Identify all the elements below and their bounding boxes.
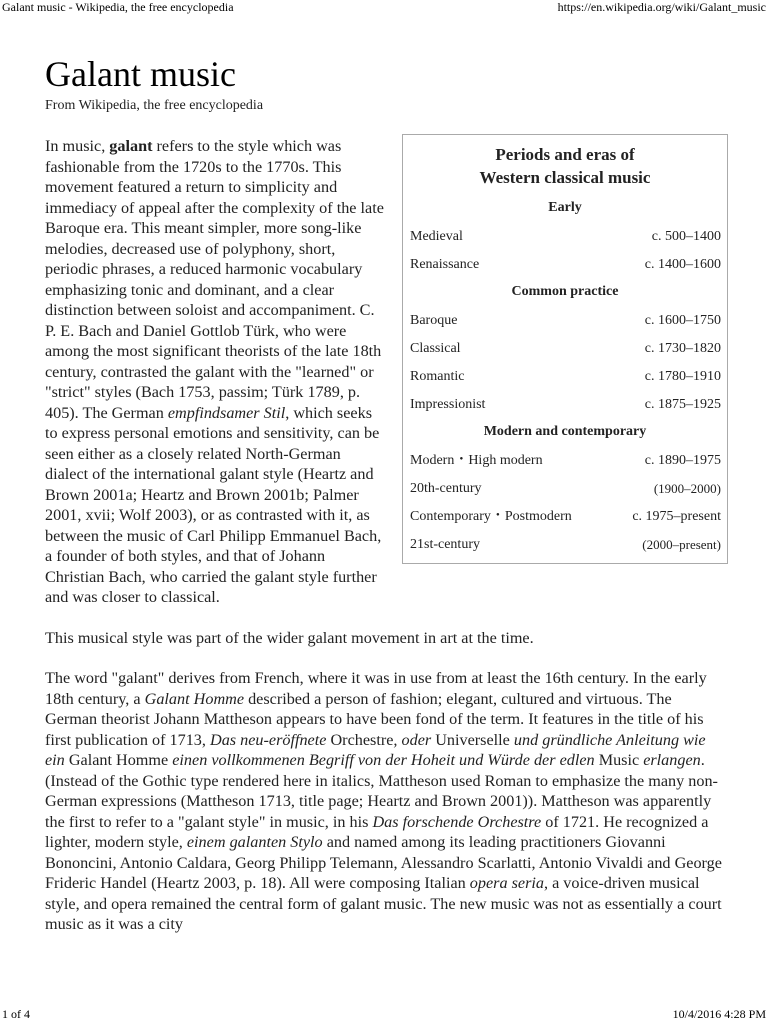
period-name-link[interactable]: Romantic <box>410 368 465 384</box>
infobox-row <box>409 391 721 419</box>
period-name-link[interactable]: Medieval <box>410 228 463 244</box>
text-run: Music <box>594 751 644 769</box>
text-run: Orchestre <box>326 730 394 749</box>
text-run: refers to the style which was fashionable from the 1720s to the 1770s. This movement featured a return to simplicity and immediacy of appeal after the complexity of the late Baroque era. This meant simpler, more song-like melodies, decreased use of polyphony, short, periodic phrases, a reduced harmonic vocabulary emphasizing tonic and dominant, and a clear distinction between soloist and accompaniment. C. P. E. Bach and Daniel Gottlob Türk, who were among the most significant theorists of the late 18th century, contrasted the galant with the "learned" or "strict" styles (Bach 1753, passim; Türk 1789, p. 405). The German <box>45 137 384 422</box>
period-name-link[interactable]: Renaissance <box>410 256 480 272</box>
period-dates: c. 500–1400 <box>651 228 721 244</box>
period-dates: c. 1730–1820 <box>644 340 721 356</box>
infobox-title[interactable] <box>409 143 721 189</box>
paragraph-etymology <box>45 668 725 935</box>
infobox-title-line1[interactable]: Periods and eras of <box>495 145 635 164</box>
text-run: erlangen <box>643 751 701 769</box>
period-dates: c. 1780–1910 <box>644 368 721 384</box>
period-dates: c. 1400–1600 <box>644 256 721 272</box>
text-run: Das neu-eröffnete <box>210 730 327 749</box>
period-name-link[interactable]: Impressionist <box>410 396 486 412</box>
period-name-link[interactable]: Classical <box>410 340 461 356</box>
text-run: This musical style was part of the wider galant movement in art at the time. <box>45 628 534 647</box>
print-header-url[interactable]: https://en.wikipedia.org/wiki/Galant_music <box>557 0 766 14</box>
text-run: einem galanten Stylo <box>186 833 323 851</box>
infobox-title-line2[interactable]: Western classical music <box>479 168 651 187</box>
text-run: The word "galant" derives from French, where it was in use from at least the 16th century. In the early 18th century, a <box>45 669 707 708</box>
article-body <box>45 136 725 935</box>
paragraph-movement <box>45 628 725 649</box>
infobox-row <box>409 447 721 475</box>
print-header <box>0 0 768 20</box>
text-run: , a voice-driven musical style, and opera remained the central form of galant music. The new music was not as essentially a court music as it was a city <box>45 874 722 933</box>
text-run: described a person of fashion; elegant, cultured and virtuous. The German theorist Johann Mattheson appears to have been fond of the term. It features in the title of his first publication of 1713, <box>45 689 704 749</box>
period-name-link[interactable]: Modern・High modern <box>410 452 543 468</box>
period-dates: c. 1600–1750 <box>644 312 721 328</box>
infobox-row <box>409 363 721 391</box>
period-name-link[interactable]: 20th-century <box>410 480 482 496</box>
period-dates: c. 1875–1925 <box>644 396 721 412</box>
period-dates: c. 1890–1975 <box>644 452 721 468</box>
infobox-row <box>409 531 721 559</box>
print-footer <box>0 1004 768 1024</box>
infobox-row <box>409 251 721 279</box>
infobox-group-heading: Early <box>548 200 582 215</box>
print-datetime: 10/4/2016 4:28 PM <box>672 1007 766 1021</box>
page-title: Galant music <box>45 54 236 94</box>
text-run: Universelle <box>431 730 514 749</box>
infobox-groups <box>409 197 721 559</box>
text-run: opera seria <box>469 874 544 892</box>
period-name-link[interactable]: Baroque <box>410 312 458 328</box>
period-name-link[interactable]: 21st-century <box>410 536 480 552</box>
text-run: einen vollkommenen Begriff von der Hoheit und Würde der edlen <box>172 751 595 769</box>
text-run: und gründliche Anleitung wie ein <box>45 730 706 769</box>
text-run: of 1721. He recognized a lighter, modern style, <box>45 812 709 851</box>
text-run: galant <box>109 137 153 155</box>
text-run: Galant Homme <box>144 689 245 708</box>
text-run: Das forschende Orchestre <box>372 812 542 831</box>
page-number: 1 of 4 <box>2 1007 30 1021</box>
text-run: , oder <box>393 730 432 749</box>
period-dates: c. 1975–present <box>632 508 721 524</box>
text-run: empfindsamer Stil <box>167 403 286 422</box>
infobox-row <box>409 223 721 251</box>
period-name-link[interactable]: Contemporary・Postmodern <box>410 508 572 524</box>
text-run: In music, <box>45 137 110 155</box>
print-header-title: Galant music - Wikipedia, the free encyclopedia <box>2 0 234 14</box>
period-dates: (2000–present) <box>642 536 721 552</box>
text-run: . (Instead of the Gothic type rendered here in italics, Mattheson used Roman to emphasize the many non-German expressions (Mattheson 1713, title page; Heartz and Brown 2001)). Mattheson was apparently the first to refer to a "galant style" in music, in his <box>45 751 718 831</box>
text-run: Galant Homme <box>64 751 173 769</box>
text-run: , which seeks to express personal emotions and sensitivity, can be seen either as a closely related North-German dialect of the international galant style (Heartz and Brown 2001a; Heartz and Brown 2001b; Palmer 2001, xvii; Wolf 2003), or as contrasted with it, as between the music of Carl Philipp Emmanuel Bach, a founder of both styles, and that of Johann Christian Bach, who carried the galant style further and was closer to classical. <box>45 403 382 606</box>
infobox-row <box>409 307 721 335</box>
page-subtitle: From Wikipedia, the free encyclopedia <box>45 98 264 113</box>
infobox-row <box>409 475 721 503</box>
infobox-row <box>409 335 721 363</box>
infobox-group-heading: Modern and contemporary <box>483 424 647 439</box>
infobox-row <box>409 503 721 531</box>
article-content <box>45 52 725 935</box>
infobox-group-heading: Common practice <box>511 284 619 299</box>
text-run: and named among its leading practitioners Giovanni Bononcini, Antonio Caldara, Georg Philipp Telemann, Alessandro Scarlatti, Antonio Vivaldi and George Frideric Handel (Heartz 2003, p. 18). All were composing Italian <box>45 833 722 892</box>
infobox-music-periods <box>402 134 728 564</box>
period-dates: (1900–2000) <box>653 480 721 496</box>
